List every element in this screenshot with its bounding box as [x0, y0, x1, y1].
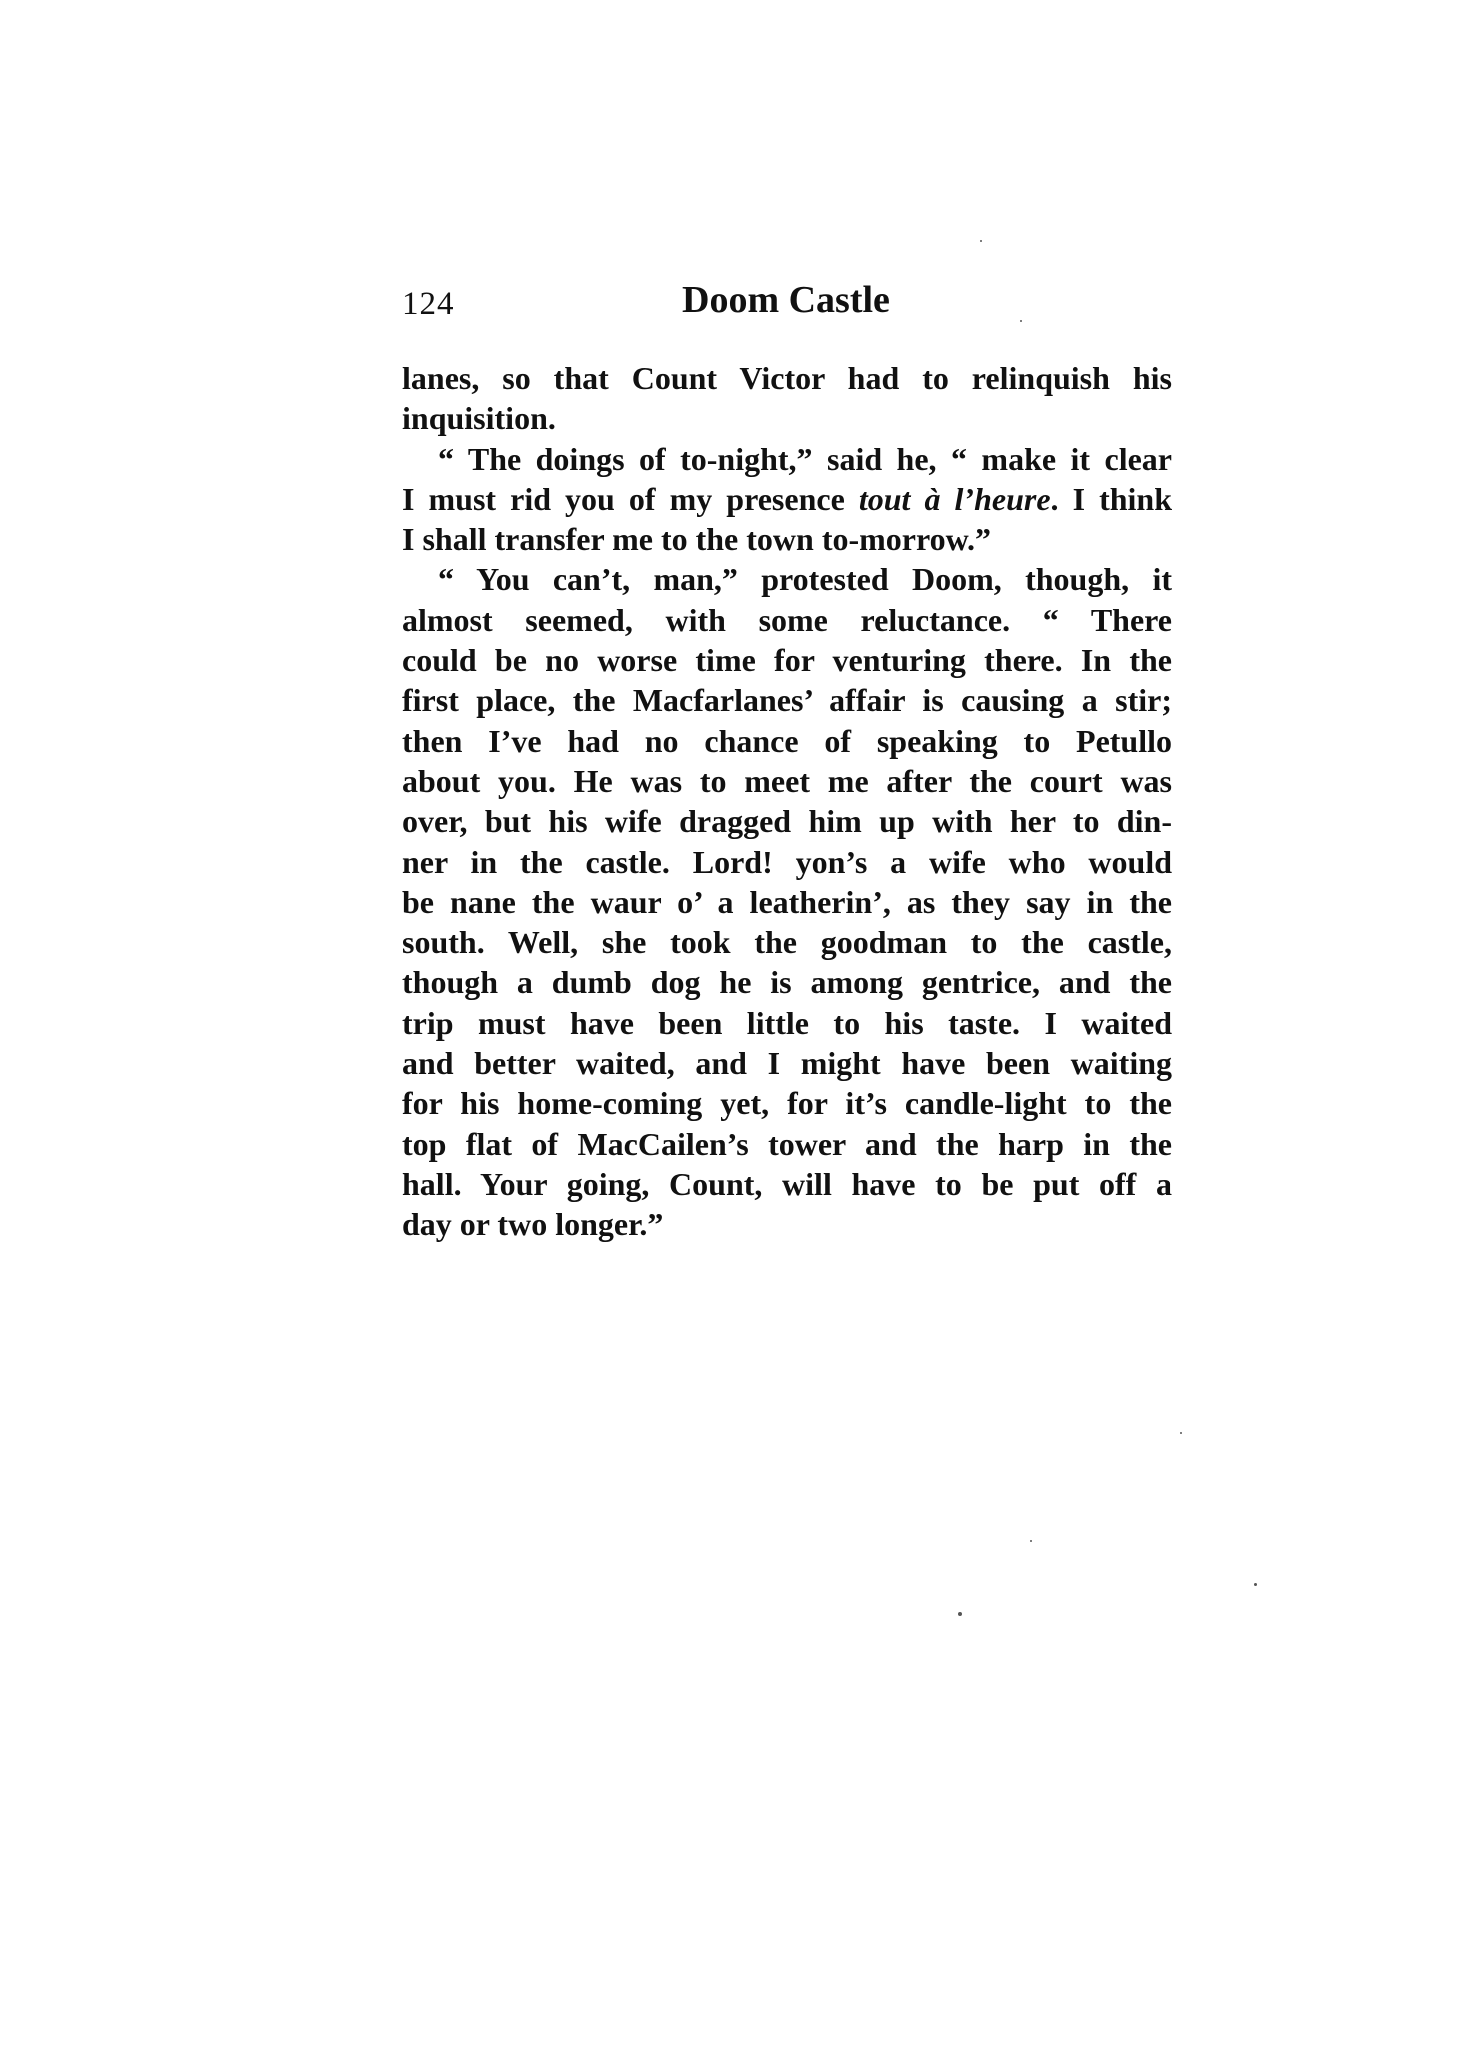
text-line: lanes, so that Count Victor had to relinquish his: [402, 360, 1172, 396]
text-line: though a dumb dog he is among gentrice, and the: [402, 964, 1172, 1001]
text-line: trip must have been little to his taste. I waited: [402, 1004, 1172, 1041]
text-fragment: . I think: [1050, 480, 1173, 517]
text-line: over, but his wife dragged him up with her to din-: [402, 803, 1172, 840]
text-line: south. Well, she took the goodman to the castle,: [402, 924, 1172, 961]
text-line: “ You can’t, man,” protested Doom, though, it: [438, 561, 1172, 598]
running-title: Doom Castle: [682, 279, 890, 321]
text-line: top flat of MacCailen’s tower and the harp in the: [402, 1125, 1172, 1162]
text-line: be nane the waur o’ a leatherin’, as they say in the: [402, 883, 1172, 920]
text-line: then I’ve had no chance of speaking to Petullo: [402, 722, 1172, 759]
text-line: and better waited, and I might have been waiting: [402, 1045, 1172, 1082]
text-line: “ The doings of to-night,” said he, “ make it clear: [438, 440, 1172, 477]
text-line: ner in the castle. Lord! yon’s a wife who would: [402, 843, 1172, 880]
text-line: could be no worse time for venturing there. In the: [402, 642, 1172, 679]
scan-speck: [958, 1612, 962, 1616]
text-line: I shall transfer me to the town to-morrow.”: [402, 521, 991, 558]
scan-speck: [1020, 320, 1022, 322]
text-line: for his home-coming yet, for it’s candle-light to the: [402, 1085, 1172, 1122]
text-line: first place, the Macfarlanes’ affair is causing a stir;: [402, 682, 1172, 719]
scan-speck: [1180, 1432, 1182, 1434]
text-line: about you. He was to meet me after the court was: [402, 762, 1172, 799]
text-line: day or two longer.”: [402, 1206, 664, 1243]
text-line-with-italic: [402, 479, 1172, 519]
page-number: 124: [402, 286, 455, 322]
text-line: almost seemed, with some reluctance. “ There: [402, 601, 1172, 638]
scan-speck: [980, 240, 982, 242]
text-line: inquisition.: [402, 400, 556, 437]
body-text: [402, 358, 1172, 1245]
text-fragment: I must rid you of my presence: [402, 480, 859, 517]
italic-phrase: tout à l’heure: [858, 480, 1051, 517]
scan-speck: [1254, 1583, 1257, 1586]
text-line: hall. Your going, Count, will have to be put off a: [402, 1165, 1172, 1202]
scan-speck: [1030, 1540, 1032, 1542]
running-head: [402, 278, 1172, 328]
